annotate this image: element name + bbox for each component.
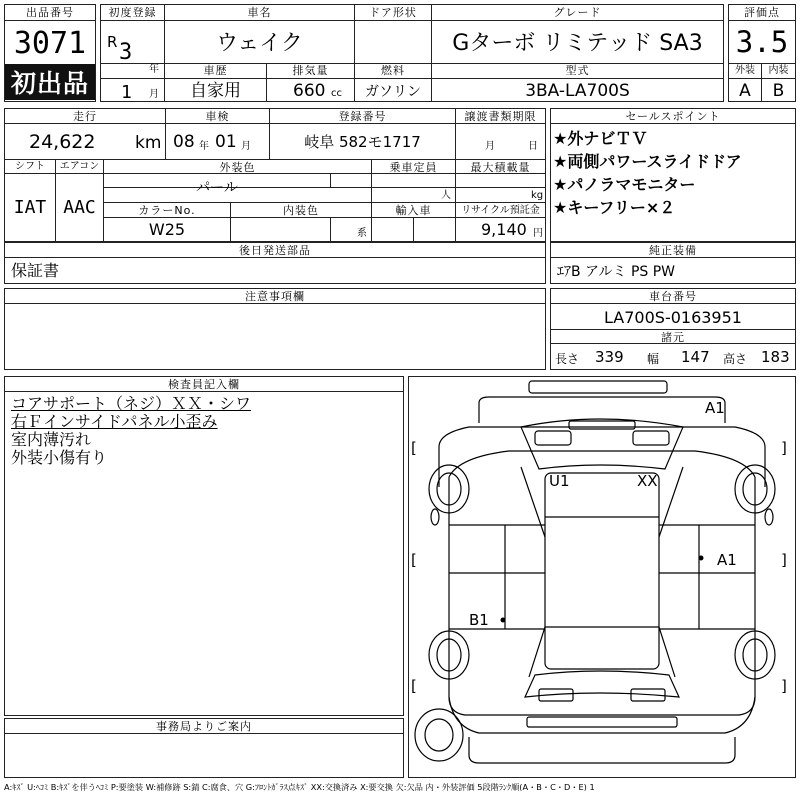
equipment-box [550,242,796,284]
recycle-fee-unit: 円 [533,228,543,239]
sales-point-item: ★キーフリー×２ [553,198,676,217]
car-name: ウェイク [216,31,303,56]
equipment-value: ｴｱB アルミ PS PW [557,264,676,280]
damage-mark-a1-front: A1 [705,399,725,417]
registration-month: 1 [121,82,132,103]
transfer-docs-label: 譲渡書類期限 [464,110,537,123]
sales-point-item: ★パノラマモニター [553,175,696,194]
fuel-label: 燃料 [381,64,405,77]
mileage-unit: km [135,133,162,153]
recycle-fee-value: 9,140 [481,220,527,239]
score-value: 3.5 [735,25,789,59]
chassis-box [550,288,796,370]
interior-color-unit: 系 [357,228,367,239]
color-number-label: カラーNo. [138,204,196,217]
ac-label: エアコン [59,161,100,172]
notes-box [4,288,546,370]
bracket-left-mid: [ [411,551,417,569]
car-outline-diagram [409,377,795,777]
chassis-number: LA700S-0163951 [604,308,742,327]
length-label: 長さ [555,352,580,366]
displacement-label: 排気量 [292,64,329,77]
interior-color-label: 内装色 [283,204,319,217]
inspector-note-line: 右Ｆインサイドパネル小歪み [11,412,218,431]
inspector-notes-label: 検査員記入欄 [168,378,240,391]
max-load-unit: kg [531,190,544,201]
plate-value: 岐阜 582モ1717 [304,133,421,151]
vehicle-header [100,4,724,102]
height-label: 高さ [723,352,748,366]
bracket-right-top: ] [781,439,787,457]
exterior-grade: A [739,81,751,101]
import-car-label: 輸入車 [395,204,432,217]
inspector-notes-box [4,376,404,716]
office-notice-label: 事務局よりご案内 [156,720,252,733]
damage-mark-b1: B1 [469,611,489,629]
interior-grade: B [772,81,785,101]
history-value: 自家用 [190,81,241,101]
later-shipped-parts [4,242,546,284]
registration-month-unit: 月 [149,89,159,100]
exterior-color-label: 外装色 [219,161,256,174]
damage-mark-a1-right: A1 [717,551,737,569]
bracket-left-bottom: [ [411,677,417,695]
car-name-label: 車名 [247,6,272,19]
first-listing-badge: 初出品 [5,64,95,100]
capacity-unit: 人 [441,190,451,201]
shift-value: IAT [13,197,47,218]
max-load-label: 最大積載量 [470,161,531,174]
door-type-label: ドア形状 [369,6,417,19]
sales-point-item: ★両側パワースライドドア [553,152,742,171]
bracket-left-top: [ [411,439,417,457]
inspector-note-line: 室内薄汚れ [11,430,92,449]
lot-number-label: 出品番号 [26,6,74,19]
capacity-label: 乗車定員 [389,161,438,174]
damage-diagram [408,376,796,778]
score-box [728,4,796,102]
inspection-label: 車検 [205,110,230,123]
damage-mark-xx: XX [637,472,658,490]
mileage-value: 24,622 [29,131,96,153]
grade-value: Gターボ リミテッド SA3 [452,31,703,56]
length-value: 339 [595,348,624,366]
score-label: 評価点 [744,6,780,19]
inspection-month: 01 [215,132,237,152]
displacement-value: 660 [293,81,326,101]
bracket-right-mid: ] [781,551,787,569]
lot-number: 3071 [13,26,87,61]
ac-value: AAC [63,197,96,218]
chassis-number-label: 車台番号 [649,290,697,303]
details-block [4,108,546,242]
width-label: 幅 [647,352,660,366]
displacement-unit: cc [331,88,342,99]
specs-label: 諸元 [661,331,685,344]
registration-era: R [107,33,118,51]
height-value: 183 [761,348,790,366]
recycle-fee-label: リサイクル預託金 [461,205,540,216]
model-value: 3BA-LA700S [525,81,630,101]
damage-mark-u1: U1 [549,472,570,490]
damage-code-legend: A:ｷｽﾞ U:ﾍｺﾐ B:ｷｽﾞを伴うﾍｺﾐ P:要塗装 W:補修跡 S:錆 C:腐食、穴 G:ﾌﾛﾝﾄｶﾞﾗｽ点ｷｽﾞ XX:交換済み X:要交換 欠:欠品 内・外装評価 5段階ﾗﾝｸ順(A・B・C・D・E) 1 [4,783,595,792]
history-label: 車歴 [203,64,228,77]
sales-point-item: ★外ナビＴＶ [553,129,648,148]
first-registration-label: 初度登録 [108,6,157,19]
transfer-day-unit: 日 [528,141,538,152]
exterior-grade-label: 外装 [735,65,755,76]
inspector-note-line: 外装小傷有り [11,448,108,467]
later-shipped-value: 保証書 [11,261,60,280]
transfer-month-unit: 月 [485,141,495,152]
model-label: 型式 [565,64,590,77]
sales-points-label: セールスポイント [625,110,721,123]
inspection-month-unit: 月 [241,141,251,152]
office-notice-box [4,718,404,778]
registration-year-unit: 年 [149,64,159,75]
width-value: 147 [681,348,710,366]
equipment-label: 純正装備 [649,244,697,257]
plate-label: 登録番号 [338,110,387,123]
grade-label: グレード [553,6,602,19]
color-number-value: W25 [148,220,186,239]
later-shipped-label: 後日発送部品 [239,244,311,257]
fuel-value: ガソリン [365,84,421,100]
interior-grade-label: 内装 [768,65,789,76]
inspection-year-unit: 年 [199,141,209,152]
inspection-year: 08 [173,132,195,152]
exterior-color-value: パール [196,180,238,196]
notes-label: 注意事項欄 [245,290,305,303]
shift-label: シフト [15,161,45,172]
inspector-note-line: コアサポート（ネジ）ＸＸ・シワ [11,394,252,413]
registration-year: 3 [119,40,133,65]
mileage-label: 走行 [73,110,97,123]
sales-points-box [550,108,796,242]
bracket-right-bottom: ] [781,677,787,695]
